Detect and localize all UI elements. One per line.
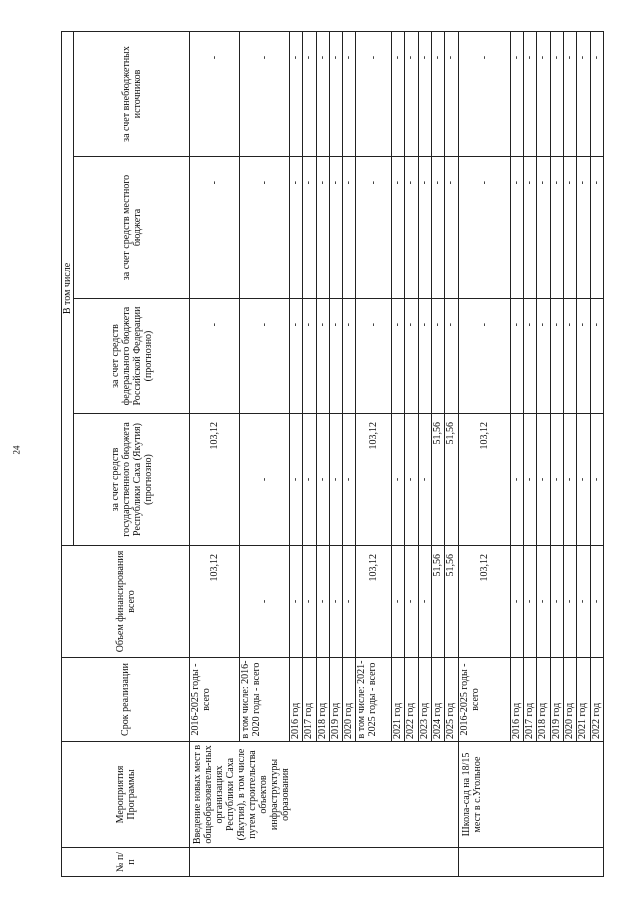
cell-volume: - — [563, 546, 576, 658]
cell-volume: - — [329, 546, 342, 658]
cell-term: 2023 год — [418, 658, 431, 742]
cell-extra: - — [356, 31, 392, 156]
cell-volume: - — [537, 546, 550, 658]
financing-table — [61, 31, 604, 877]
cell-state: - — [523, 414, 536, 546]
cell-local: - — [190, 157, 240, 299]
cell-term: 2022 год — [590, 658, 603, 742]
header-federal: за счет средств федерального бюджета Российской Федерации (прогнозно) — [74, 299, 190, 414]
cell-term: 2016 год — [510, 658, 523, 742]
cell-extra: - — [431, 31, 444, 156]
cell-extra: - — [590, 31, 603, 156]
cell-state: 103,12 — [458, 414, 510, 546]
cell-federal: - — [523, 299, 536, 414]
cell-local: - — [239, 157, 289, 299]
cell-federal: - — [316, 299, 329, 414]
cell-local: - — [563, 157, 576, 299]
cell-federal: - — [445, 299, 458, 414]
cell-local: - — [356, 157, 392, 299]
cell-extra: - — [510, 31, 523, 156]
cell-extra: - — [343, 31, 356, 156]
cell-extra: - — [458, 31, 510, 156]
header-measure: Мероприятия Программы — [62, 742, 190, 848]
cell-federal: - — [405, 299, 418, 414]
cell-term: 2019 год — [550, 658, 563, 742]
cell-state: 51,56 — [445, 414, 458, 546]
cell-state: - — [405, 414, 418, 546]
cell-term: 2017 год — [523, 658, 536, 742]
cell-term: 2016 год — [289, 658, 302, 742]
cell-volume: - — [316, 546, 329, 658]
table-body — [190, 31, 604, 876]
table-row — [190, 31, 240, 876]
cell-local: - — [577, 157, 590, 299]
header-extra: за счет внебюджетных источников — [74, 31, 190, 156]
cell-local: - — [316, 157, 329, 299]
header-state: за счет средств государственного бюджета Республики Саха (Якутия) (прогнозно) — [74, 414, 190, 546]
cell-state: - — [550, 414, 563, 546]
cell-extra: - — [190, 31, 240, 156]
cell-local: - — [510, 157, 523, 299]
cell-volume: - — [391, 546, 404, 658]
cell-local: - — [405, 157, 418, 299]
cell-state: - — [418, 414, 431, 546]
cell-term: 2024 год — [431, 658, 444, 742]
header-volume: Объем финансирования всего — [62, 546, 190, 658]
cell-term: в том числе: 2021-2025 годы - всего — [356, 658, 392, 742]
cell-state: 103,12 — [190, 414, 240, 546]
cell-extra: - — [550, 31, 563, 156]
cell-local: - — [590, 157, 603, 299]
cell-volume: - — [343, 546, 356, 658]
cell-state: 51,56 — [431, 414, 444, 546]
cell-term: 2018 год — [537, 658, 550, 742]
cell-federal: - — [391, 299, 404, 414]
cell-federal: - — [431, 299, 444, 414]
cell-extra: - — [391, 31, 404, 156]
cell-term: 2022 год — [405, 658, 418, 742]
cell-volume: - — [239, 546, 289, 658]
cell-local: - — [343, 157, 356, 299]
rotated-page — [61, 32, 604, 877]
cell-local: - — [523, 157, 536, 299]
cell-no — [458, 848, 603, 877]
cell-state: - — [563, 414, 576, 546]
cell-volume: 103,12 — [356, 546, 392, 658]
cell-extra: - — [523, 31, 536, 156]
cell-volume: - — [289, 546, 302, 658]
cell-extra: - — [577, 31, 590, 156]
cell-federal: - — [590, 299, 603, 414]
cell-state: - — [239, 414, 289, 546]
cell-state: - — [329, 414, 342, 546]
cell-volume: 103,12 — [190, 546, 240, 658]
cell-federal: - — [239, 299, 289, 414]
cell-volume: - — [523, 546, 536, 658]
page-number: 24 — [11, 445, 22, 455]
cell-extra: - — [289, 31, 302, 156]
cell-extra: - — [329, 31, 342, 156]
cell-state: - — [391, 414, 404, 546]
cell-federal: - — [563, 299, 576, 414]
cell-term: 2019 год — [329, 658, 342, 742]
cell-volume: - — [303, 546, 316, 658]
cell-local: - — [329, 157, 342, 299]
cell-volume: - — [550, 546, 563, 658]
cell-term: 2020 год — [563, 658, 576, 742]
cell-extra: - — [418, 31, 431, 156]
cell-state: - — [303, 414, 316, 546]
cell-term: в том числе: 2016-2020 годы - всего — [239, 658, 289, 742]
cell-federal: - — [303, 299, 316, 414]
cell-federal: - — [510, 299, 523, 414]
cell-federal: - — [329, 299, 342, 414]
cell-local: - — [418, 157, 431, 299]
cell-state: - — [590, 414, 603, 546]
cell-term: 2021 год — [391, 658, 404, 742]
cell-term: 2021 год — [577, 658, 590, 742]
cell-state: - — [289, 414, 302, 546]
cell-extra: - — [537, 31, 550, 156]
cell-local: - — [289, 157, 302, 299]
cell-volume: - — [405, 546, 418, 658]
cell-state: - — [510, 414, 523, 546]
cell-term: 2017 год — [303, 658, 316, 742]
cell-local: - — [303, 157, 316, 299]
cell-volume: - — [590, 546, 603, 658]
cell-extra: - — [316, 31, 329, 156]
cell-local: - — [431, 157, 444, 299]
cell-state: - — [537, 414, 550, 546]
cell-federal: - — [289, 299, 302, 414]
cell-volume: - — [510, 546, 523, 658]
cell-local: - — [458, 157, 510, 299]
cell-state: 103,12 — [356, 414, 392, 546]
cell-federal: - — [356, 299, 392, 414]
cell-federal: - — [418, 299, 431, 414]
header-term: Срок реализации — [62, 658, 190, 742]
cell-federal: - — [577, 299, 590, 414]
cell-state: - — [343, 414, 356, 546]
cell-volume: - — [418, 546, 431, 658]
cell-extra: - — [239, 31, 289, 156]
cell-federal: - — [190, 299, 240, 414]
cell-local: - — [550, 157, 563, 299]
cell-federal: - — [343, 299, 356, 414]
cell-federal: - — [550, 299, 563, 414]
cell-extra: - — [405, 31, 418, 156]
header-local: за счет средств местного бюджета — [74, 157, 190, 299]
table-header — [62, 31, 190, 876]
cell-volume: 51,56 — [445, 546, 458, 658]
cell-extra: - — [303, 31, 316, 156]
cell-state: - — [577, 414, 590, 546]
cell-term: 2016-2025 годы - всего — [458, 658, 510, 742]
cell-term: 2025 год — [445, 658, 458, 742]
cell-state: - — [316, 414, 329, 546]
cell-local: - — [537, 157, 550, 299]
cell-extra: - — [563, 31, 576, 156]
cell-federal: - — [458, 299, 510, 414]
cell-local: - — [391, 157, 404, 299]
cell-term: 2016-2025 годы - всего — [190, 658, 240, 742]
cell-volume: 103,12 — [458, 546, 510, 658]
table-row — [458, 31, 510, 876]
cell-term: 2018 год — [316, 658, 329, 742]
cell-volume: - — [577, 546, 590, 658]
cell-measure: Введение новых мест в общеобразователь-ных организациях Республики Саха (Якутия), в том числе путем строительства объектов инфраструктуры образования — [190, 742, 459, 848]
cell-local: - — [445, 157, 458, 299]
cell-no — [190, 848, 459, 877]
cell-federal: - — [537, 299, 550, 414]
header-incl: В том числе — [62, 31, 74, 545]
cell-volume: 51,56 — [431, 546, 444, 658]
header-no: № п/п — [62, 848, 190, 877]
cell-term: 2020 год — [343, 658, 356, 742]
cell-extra: - — [445, 31, 458, 156]
cell-measure: Школа-сад на 18/15 мест в с.Угольное — [458, 742, 603, 848]
